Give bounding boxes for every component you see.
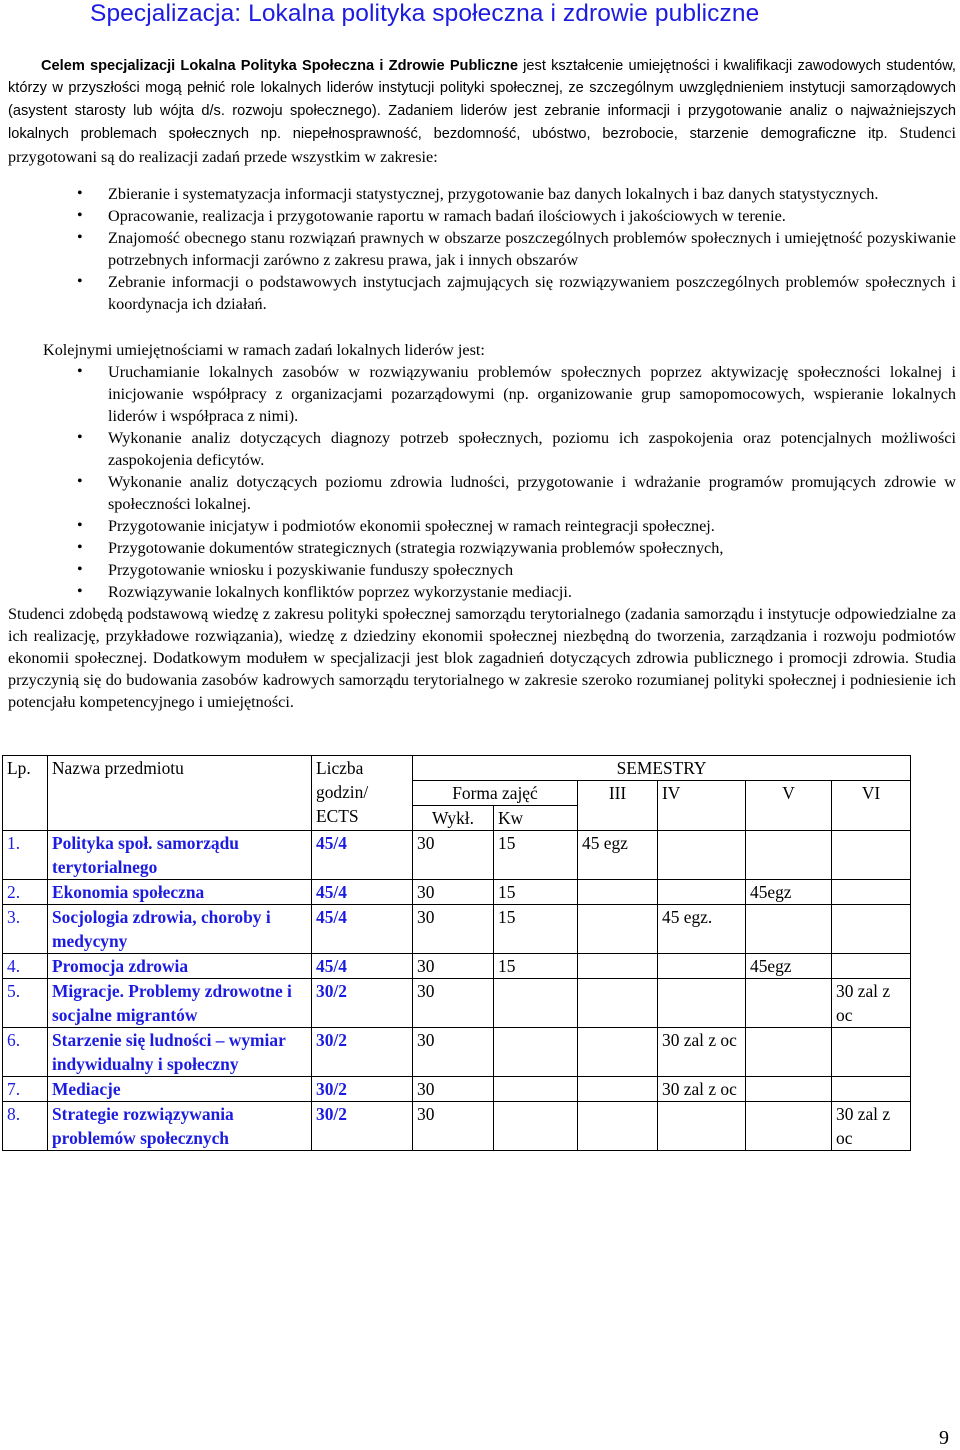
table-row	[3, 880, 911, 905]
row-hours: 45/4	[312, 831, 413, 880]
row-sem-v	[746, 1028, 832, 1077]
row-hours: 45/4	[312, 954, 413, 979]
row-sem-vi	[832, 954, 911, 979]
row-wykl: 30	[413, 1077, 494, 1102]
curriculum-table	[2, 755, 911, 1151]
row-subject: Strategie rozwiązywania problemów społecznych	[48, 1102, 312, 1151]
row-sem-iii: 45 egz	[578, 831, 658, 880]
row-lp: 4.	[3, 954, 48, 979]
row-sem-v: 45egz	[746, 954, 832, 979]
header-semestry: SEMESTRY	[413, 756, 911, 781]
row-lp: 3.	[3, 905, 48, 954]
row-sem-v	[746, 905, 832, 954]
row-kw	[494, 1028, 578, 1077]
header-row-1	[3, 756, 911, 781]
list-item: • Uruchamianie lokalnych zasobów w rozwiązywaniu problemów społecznych poprzez aktywizację społeczności lokalnej i inicjowanie współpracy z organizacjami pozarządowymi (np. organizowanie grup samopomocowych, wspieranie lokalnych liderów i współpraca z nimi).	[0, 361, 956, 427]
list-item: • Wykonanie analiz dotyczących diagnozy potrzeb społecznych, poziomu ich zaspokojenia oraz potencjalnych możliwości zaspokojenia deficytów.	[0, 427, 956, 471]
row-lp: 2.	[3, 880, 48, 905]
row-sem-v	[746, 1077, 832, 1102]
header-sem-v: V	[746, 781, 832, 831]
row-sem-iii	[578, 880, 658, 905]
row-subject: Socjologia zdrowia, choroby i medycyny	[48, 905, 312, 954]
competency-list-2	[0, 361, 956, 603]
row-sem-vi: 30 zal z oc	[832, 1102, 911, 1151]
row-subject: Ekonomia społeczna	[48, 880, 312, 905]
row-kw: 15	[494, 831, 578, 880]
row-wykl: 30	[413, 880, 494, 905]
row-sem-v	[746, 831, 832, 880]
row-kw: 15	[494, 954, 578, 979]
row-sem-v	[746, 1102, 832, 1151]
row-subject: Mediacje	[48, 1077, 312, 1102]
competency-list-1	[0, 183, 956, 315]
page-number: 9	[939, 1427, 949, 1449]
row-subject: Promocja zdrowia	[48, 954, 312, 979]
list-item: • Przygotowanie inicjatyw i podmiotów ekonomii społecznej w ramach reintegracji społecznej.	[0, 515, 956, 537]
row-wykl: 30	[413, 1028, 494, 1077]
header-lp: Lp.	[3, 756, 48, 831]
page-title: Specjalizacja: Lokalna polityka społeczna i zdrowie publiczne	[90, 0, 760, 27]
row-lp: 7.	[3, 1077, 48, 1102]
intro-paragraph	[8, 55, 956, 169]
table-body	[3, 831, 911, 1151]
row-sem-vi	[832, 1077, 911, 1102]
row-sem-v	[746, 979, 832, 1028]
header-sem-vi: VI	[832, 781, 911, 831]
list-item: • Przygotowanie dokumentów strategicznych (strategia rozwiązywania problemów społecznych,	[0, 537, 956, 559]
row-wykl: 30	[413, 905, 494, 954]
header-sem-iv: IV	[658, 781, 746, 831]
row-wykl: 30	[413, 831, 494, 880]
header-kw: Kw	[494, 806, 578, 831]
list-item: • Zebranie informacji o podstawowych instytucjach zajmujących się rozwiązywaniem poszczególnych problemów społecznych i koordynacja ich działań.	[0, 271, 956, 315]
row-hours: 30/2	[312, 979, 413, 1028]
row-kw: 15	[494, 880, 578, 905]
row-lp: 5.	[3, 979, 48, 1028]
row-lp: 1.	[3, 831, 48, 880]
list-item: • Rozwiązywanie lokalnych konfliktów poprzez wykorzystanie mediacji.	[0, 581, 956, 603]
table-row	[3, 905, 911, 954]
row-sem-iv	[658, 880, 746, 905]
header-forma: Forma zajęć	[413, 781, 578, 806]
row-sem-vi	[832, 1028, 911, 1077]
row-sem-iii	[578, 905, 658, 954]
paragraph-3: Studenci zdobędą podstawową wiedzę z zakresu polityki społecznej samorządu terytorialnego (zadania samorządu i instytucje odpowiedzialne za ich realizację, przykładowe rozwiązania), wiedzę z dziedziny ekonomii społecznej niezbędną do tworzenia, zarządzania i rozwoju podmiotów ekonomii społecznej. Dodatkowym modułem w specjalizacji jest blok zagadnień dotyczących zdrowia publicznego i promocji zdrowia. Studia przyczynią się do budowania zasobów kadrowych samorządu terytorialnego w zakresie szeroko rozumianej polityki społecznej i podniesienie ich potencjału kompetencyjnego i umiejętności.	[8, 605, 956, 711]
table-row	[3, 1102, 911, 1151]
row-sem-vi: 30 zal z oc	[832, 979, 911, 1028]
table-row	[3, 954, 911, 979]
row-hours: 30/2	[312, 1102, 413, 1151]
row-sem-vi	[832, 831, 911, 880]
row-sem-iv: 30 zal z oc	[658, 1077, 746, 1102]
row-wykl: 30	[413, 954, 494, 979]
list-item: • Zbieranie i systematyzacja informacji statystycznej, przygotowanie baz danych lokalnych i baz danych statystycznych.	[0, 183, 956, 205]
row-sem-iv: 45 egz.	[658, 905, 746, 954]
row-sem-iii	[578, 1028, 658, 1077]
row-sem-iv	[658, 1102, 746, 1151]
header-hours: Liczba godzin/ ECTS	[312, 756, 413, 831]
list-item: • Przygotowanie wniosku i pozyskiwanie funduszy społecznych	[0, 559, 956, 581]
row-hours: 45/4	[312, 905, 413, 954]
intro-bold-lead: Celem specjalizacji Lokalna Polityka Społeczna i Zdrowie Publiczne	[41, 58, 518, 74]
header-sem-iii: III	[578, 781, 658, 831]
row-kw	[494, 1102, 578, 1151]
row-subject: Starzenie się ludności – wymiar indywidualny i społeczny	[48, 1028, 312, 1077]
table-row	[3, 1028, 911, 1077]
row-sem-iv	[658, 954, 746, 979]
row-kw	[494, 979, 578, 1028]
row-sem-iii	[578, 1077, 658, 1102]
paragraph-2: Kolejnymi umiejętnościami w ramach zadań lokalnych liderów jest:	[43, 341, 485, 359]
p1-tail: Studenci przygotowani są do realizacji zadań przede wszystkim w zakresie:	[8, 124, 956, 166]
row-lp: 8.	[3, 1102, 48, 1151]
table-row	[3, 979, 911, 1028]
row-hours: 30/2	[312, 1028, 413, 1077]
row-subject: Polityka społ. samorządu terytorialnego	[48, 831, 312, 880]
row-kw: 15	[494, 905, 578, 954]
row-subject: Migracje. Problemy zdrowotne i socjalne migrantów	[48, 979, 312, 1028]
list-item: • Wykonanie analiz dotyczących poziomu zdrowia ludności, przygotowanie i wdrażanie programów promujących zdrowie w społeczności lokalnej.	[0, 471, 956, 515]
row-sem-iii	[578, 954, 658, 979]
row-hours: 30/2	[312, 1077, 413, 1102]
row-sem-iv	[658, 831, 746, 880]
row-lp: 6.	[3, 1028, 48, 1077]
row-sem-vi	[832, 880, 911, 905]
header-wykl: Wykł.	[413, 806, 494, 831]
table-row	[3, 1077, 911, 1102]
row-wykl: 30	[413, 1102, 494, 1151]
list-item: • Opracowanie, realizacja i przygotowanie raportu w ramach badań ilościowych i jakościowych w terenie.	[0, 205, 956, 227]
row-sem-vi	[832, 905, 911, 954]
table-row	[3, 831, 911, 880]
row-hours: 45/4	[312, 880, 413, 905]
row-sem-v: 45egz	[746, 880, 832, 905]
row-sem-iv: 30 zal z oc	[658, 1028, 746, 1077]
row-wykl: 30	[413, 979, 494, 1028]
row-sem-iv	[658, 979, 746, 1028]
row-sem-iii	[578, 979, 658, 1028]
list-item: • Znajomość obecnego stanu rozwiązań prawnych w obszarze poszczególnych problemów społecznych i umiejętność pozyskiwanie potrzebnych informacji zarówno z zakresu prawa, jak i innych obszarów	[0, 227, 956, 271]
intro-text: jest kształcenie umiejętności i kwalifikacji zawodowych studentów, którzy w przyszłości mogą pełnić role lokalnych liderów instytucji polityki społecznej, ze szczególnym uwzględnieniem instytucji samorządowych (asystent starosty lub wójta d/s. rozwoju społecznego). Zadaniem liderów jest zebranie informacji i przygotowanie analiz o najważniejszych lokalnych problemach społecznych np. niepełnosprawność, bezdomność, ubóstwo, bezrobocie, starzenie demograficzne itp.	[8, 58, 956, 143]
row-sem-iii	[578, 1102, 658, 1151]
header-name: Nazwa przedmiotu	[48, 756, 312, 831]
row-kw	[494, 1077, 578, 1102]
